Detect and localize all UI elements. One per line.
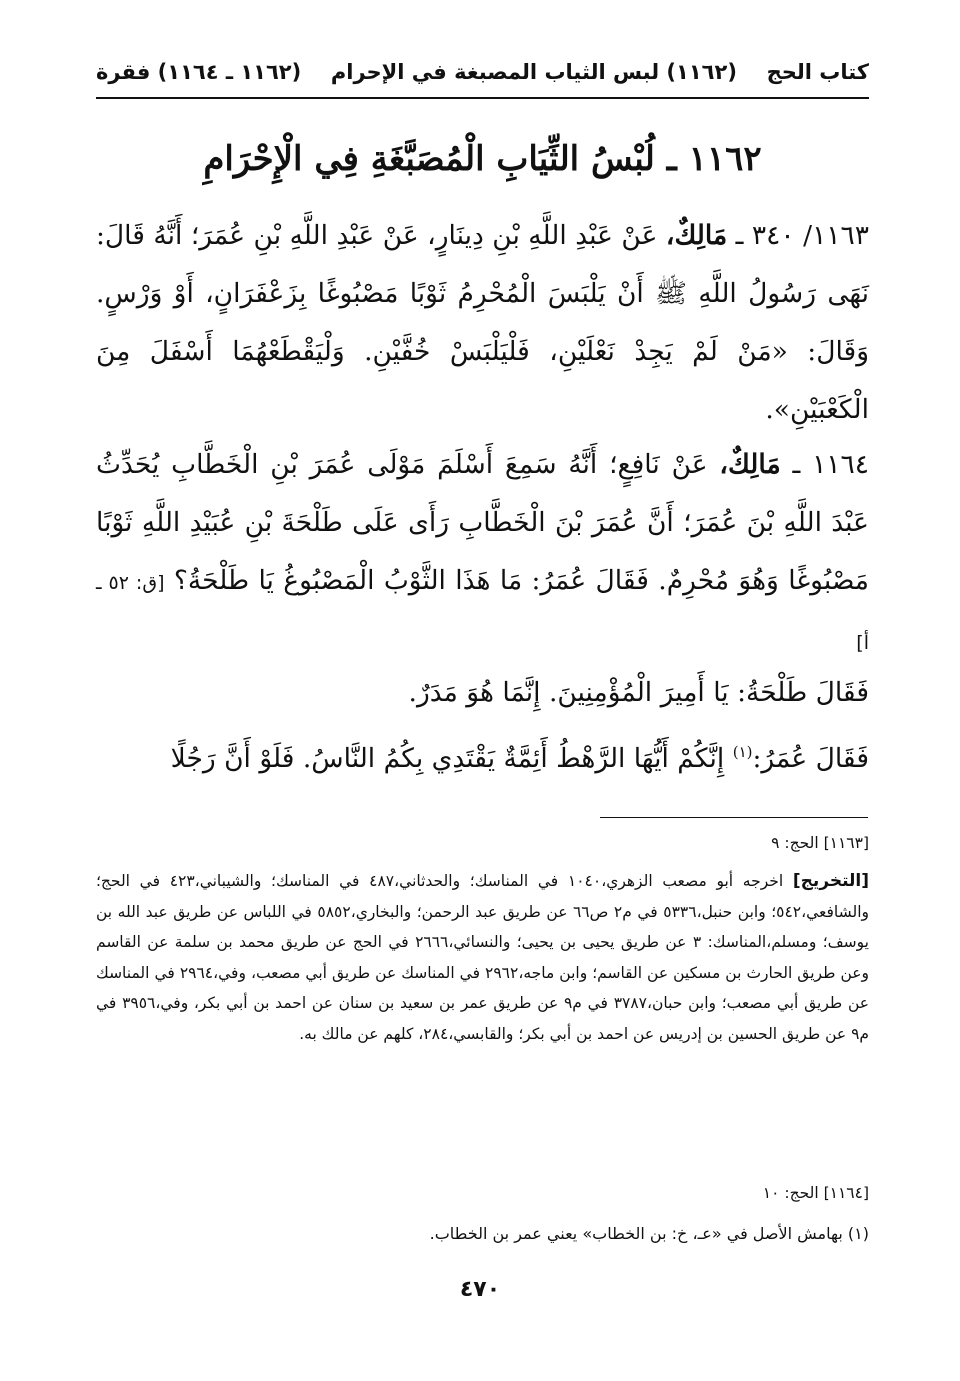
chapter-title: ١١٦٢ ـ لُبْسُ الثِّيَابِ الْمُصَبَّغَةِ فِي الْإِحْرَامِ (203, 139, 762, 179)
header-paragraph-range: (١١٦٢ ـ ١١٦٤) فقرة (96, 60, 302, 84)
header-book-title: كتاب الحج (766, 60, 869, 84)
hadith-1163 (96, 207, 869, 439)
hadith-text: عَنْ عَبْدِ اللَّهِ بْنِ دِينَارٍ، عَنْ عَبْدِ اللَّهِ بْنِ عُمَرَ؛ أَنَّهُ قَالَ: نَهَى رَسُولُ اللَّهِ ﷺ أَنْ يَلْبَسَ الْمُحْرِمُ ثَوْبًا مَصْبُوغًا بِزَعْفَرَانٍ، أَوْ وَرْسٍ. وَقَالَ: «مَنْ لَمْ يَجِدْ نَعْلَيْنِ، فَلْيَلْبَسْ خُفَّيْنِ. وَلْيَقْطَعْهُمَا أَسْفَلَ مِنَ الْكَعْبَيْنِ». (96, 220, 869, 425)
reference-1163: [١١٦٣] الحج: ٩ (771, 834, 869, 852)
talha-reply: فَقَالَ طَلْحَةُ: يَا أَمِيرَ الْمُؤْمِنِينَ. إِنَّمَا هُوَ مَدَرٌ. (408, 677, 869, 708)
takhrij-label: [التخريج] (792, 871, 869, 891)
umar-text: إِنَّكُمْ أَيُّهَا الرَّهْطُ أَئِمَّةٌ يَقْتَدِي بِكُمُ النَّاسُ. فَلَوْ أَنَّ رَجُلًا (170, 743, 725, 774)
takhrij-note (96, 866, 869, 1049)
hadith-narrator: مَالِكٌ، (665, 220, 728, 251)
umar-speaker: فَقَالَ عُمَرُ: (752, 743, 869, 774)
hadith-1164 (96, 436, 869, 672)
hadith-number: ١١٦٣/ ٣٤٠ ـ (735, 220, 869, 251)
header-chapter-title: (١١٦٢) لبس الثياب المصبغة في الإحرام (330, 60, 737, 84)
running-header (96, 50, 869, 94)
header-divider (96, 97, 869, 99)
hadith-text: عَنْ نَافِعٍ؛ أَنَّهُ سَمِعَ أَسْلَمَ مَوْلَى عُمَرَ بْنِ الْخَطَّابِ يُحَدِّثُ عَبْدَ اللَّهِ بْنَ عُمَرَ؛ أَنَّ عُمَرَ بْنَ الْخَطَّابِ رَأَى عَلَى طَلْحَةَ بْنِ عُبَيْدِ اللَّهِ ثَوْبًا مَصْبُوغًا وَهُوَ مُحْرِمٌ. فَقَالَ عُمَرُ: مَا هَذَا الثَّوْبُ الْمَصْبُوغُ يَا طَلْحَةُ؟ (96, 449, 869, 596)
manuscript-page-ref: [ق: ٥٢ ـ أ] (96, 572, 869, 654)
footnote-marker: (١) (732, 743, 753, 762)
footnote-divider (600, 817, 868, 818)
page-number: ٤٧٠ (459, 1277, 501, 1302)
umar-reply (96, 730, 869, 788)
reference-1164: [١١٦٤] الحج: ١٠ (762, 1184, 869, 1202)
footnote-1: (١) بهامش الأصل في «عـ، خ: بن الخطاب» يعني عمر بن الخطاب. (429, 1224, 869, 1243)
takhrij-text: اخرجه أبو مصعب الزهري،١٠٤٠ في المناسك؛ والحدثاني،٤٨٧ في المناسك؛ والشيباني،٤٢٣ في الحج؛ والشافعي،٥٤٢؛ وابن حنبل،٥٣٣٦ في م٢ ص٦٦ عن طريق عبد الرحمن؛ والبخاري،٥٨٥٢ في اللباس عن طريق عبد الله بن يوسف؛ ومسلم،المناسك: ٣ عن طريق يحيى بن يحيى؛ والنسائي،٢٦٦٦ في الحج عن طريق محمد بن سلمة عن القاسم وعن طريق الحارث بن مسكين عن القاسم؛ وابن ماجه،٢٩٦٢ في المناسك عن طريق أبي مصعب، وفي،٢٩٦٤ في المناسك عن طريق أبي مصعب؛ وابن حبان،٣٧٨٧ في م٩ عن طريق عمر بن سعيد بن سنان عن احمد بن أبي بكر، وفي،٣٩٥٦ في م٩ عن طريق الحسين بن إدريس عن احمد بن أبي بكر؛ والقابسي،٢٨٤، كلهم عن مالك به. (96, 872, 869, 1043)
hadith-narrator: مَالِكٌ، (719, 449, 781, 480)
hadith-number: ١١٦٤ ـ (792, 449, 869, 480)
